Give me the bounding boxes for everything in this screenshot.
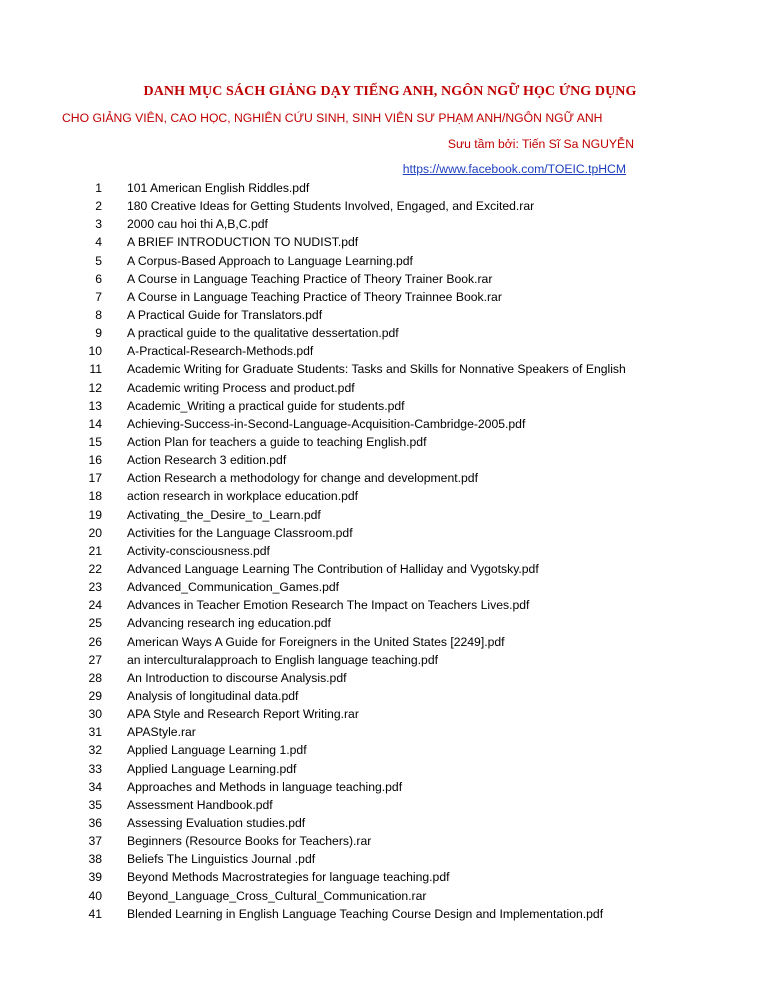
item-filename: A practical guide to the qualitative dessertation.pdf xyxy=(127,326,399,341)
item-filename: APA Style and Research Report Writing.rar xyxy=(127,707,359,722)
page-title: DANH MỤC SÁCH GIẢNG DẠY TIẾNG ANH, NGÔN NGỮ HỌC ỨNG DỤNG xyxy=(143,84,637,99)
item-filename: A Practical Guide for Translators.pdf xyxy=(127,308,323,323)
item-filename: Action Research 3 edition.pdf xyxy=(127,453,287,468)
item-number: 9 xyxy=(95,326,102,341)
item-filename: 101 American English Riddles.pdf xyxy=(127,181,310,196)
item-number: 25 xyxy=(88,616,102,631)
page-subtitle: CHO GIẢNG VIÊN, CAO HỌC, NGHIÊN CỨU SINH, SINH VIÊN SƯ PHẠM ANH/NGÔN NGỮ ANH xyxy=(62,111,603,125)
item-filename: APAStyle.rar xyxy=(127,725,196,740)
item-number: 11 xyxy=(89,362,102,377)
item-number: 19 xyxy=(88,507,102,522)
item-number: 41 xyxy=(88,906,102,921)
item-filename: Advanced Language Learning The Contribution of Halliday and Vygotsky.pdf xyxy=(127,562,539,577)
item-number: 28 xyxy=(88,670,102,685)
item-filename: 180 Creative Ideas for Getting Students Involved, Engaged, and Excited.rar xyxy=(127,199,535,214)
item-number: 24 xyxy=(88,598,102,613)
item-filename: An Introduction to discourse Analysis.pdf xyxy=(127,670,347,685)
list-item xyxy=(0,415,768,433)
list-item xyxy=(0,397,768,415)
item-filename: American Ways A Guide for Foreigners in the United States [2249].pdf xyxy=(127,634,505,649)
facebook-link[interactable]: https://www.facebook.com/TOEIC.tpHCM xyxy=(402,162,626,176)
item-filename: Academic writing Process and product.pdf xyxy=(127,380,355,395)
item-number: 14 xyxy=(88,416,102,431)
item-filename: action research in workplace education.pdf xyxy=(127,489,359,504)
item-filename: Academic_Writing a practical guide for students.pdf xyxy=(127,398,405,413)
item-number: 38 xyxy=(88,852,102,867)
item-filename: Assessing Evaluation studies.pdf xyxy=(127,815,306,830)
item-number: 23 xyxy=(88,580,102,595)
item-number: 12 xyxy=(88,380,102,395)
list-item xyxy=(0,487,768,505)
item-number: 36 xyxy=(88,815,102,830)
item-number: 18 xyxy=(88,489,102,504)
item-filename: Advances in Teacher Emotion Research The Impact on Teachers Lives.pdf xyxy=(127,598,530,613)
list-item xyxy=(0,270,768,288)
item-filename: Achieving-Success-in-Second-Language-Acquisition-Cambridge-2005.pdf xyxy=(127,416,526,431)
item-filename: Blended Learning in English Language Teaching Course Design and Implementation.pdf xyxy=(127,906,604,921)
list-item xyxy=(0,687,768,705)
item-filename: Action Research a methodology for change and development.pdf xyxy=(127,471,478,486)
item-filename: Activities for the Language Classroom.pdf xyxy=(127,525,353,540)
list-item xyxy=(0,342,768,360)
list-item xyxy=(0,905,768,923)
item-filename: A Corpus-Based Approach to Language Learning.pdf xyxy=(127,253,413,268)
list-item xyxy=(0,560,768,578)
item-number: 22 xyxy=(88,562,102,577)
item-filename: Applied Language Learning.pdf xyxy=(127,761,297,776)
list-item xyxy=(0,542,768,560)
list-item xyxy=(0,379,768,397)
list-item xyxy=(0,850,768,868)
item-number: 39 xyxy=(88,870,102,885)
item-number: 1 xyxy=(95,181,102,196)
list-item xyxy=(0,306,768,324)
item-filename: A-Practical-Research-Methods.pdf xyxy=(127,344,314,359)
item-number: 13 xyxy=(88,398,102,413)
item-number: 29 xyxy=(88,689,102,703)
item-filename: Beyond_Language_Cross_Cultural_Communication.rar xyxy=(127,888,427,903)
item-number: 8 xyxy=(95,308,102,323)
item-number: 34 xyxy=(88,779,102,794)
item-number: 15 xyxy=(88,435,102,450)
item-number: 7 xyxy=(95,289,102,304)
item-number: 32 xyxy=(88,743,102,758)
list-item xyxy=(0,451,768,469)
item-number: 31 xyxy=(88,725,102,740)
list-item xyxy=(0,633,768,651)
item-number: 5 xyxy=(95,253,102,268)
list-item xyxy=(0,741,768,759)
list-item xyxy=(0,814,768,832)
item-filename: Analysis of longitudinal data.pdf xyxy=(127,689,299,703)
item-filename: Action Plan for teachers a guide to teaching English.pdf xyxy=(127,435,427,450)
item-filename: Activating_the_Desire_to_Learn.pdf xyxy=(127,507,321,522)
list-item xyxy=(0,705,768,723)
list-item xyxy=(0,614,768,632)
author-credit: Sưu tầm bởi: Tiến Sĩ Sa NGUYỄN xyxy=(447,137,634,151)
item-number: 2 xyxy=(95,199,102,214)
item-number: 20 xyxy=(88,525,102,540)
list-item xyxy=(0,433,768,451)
item-filename: Beyond Methods Macrostrategies for language teaching.pdf xyxy=(127,870,450,885)
list-item xyxy=(0,324,768,342)
list-item xyxy=(0,252,768,270)
item-filename: Beliefs The Linguistics Journal .pdf xyxy=(127,852,316,867)
item-number: 10 xyxy=(88,344,102,359)
item-number: 40 xyxy=(88,888,102,903)
item-filename: Advanced_Communication_Games.pdf xyxy=(127,580,340,595)
list-item xyxy=(0,723,768,741)
item-filename: 2000 cau hoi thi A,B,C.pdf xyxy=(127,217,268,232)
list-item xyxy=(0,886,768,904)
list-item xyxy=(0,578,768,596)
item-number: 17 xyxy=(88,471,102,486)
list-item xyxy=(0,215,768,233)
item-number: 30 xyxy=(88,707,102,722)
item-filename: Beginners (Resource Books for Teachers).rar xyxy=(127,834,372,849)
item-filename: Advancing research ing education.pdf xyxy=(127,616,331,631)
book-list xyxy=(0,179,768,923)
item-number: 35 xyxy=(88,797,102,812)
list-item xyxy=(0,596,768,614)
item-number: 27 xyxy=(88,652,102,667)
item-filename: Activity-consciousness.pdf xyxy=(127,543,270,558)
item-number: 21 xyxy=(88,543,102,558)
list-item xyxy=(0,651,768,669)
list-item xyxy=(0,669,768,687)
item-number: 6 xyxy=(95,271,102,286)
item-filename: Assessment Handbook.pdf xyxy=(127,797,273,812)
list-item xyxy=(0,778,768,796)
item-number: 33 xyxy=(88,761,102,776)
item-number: 3 xyxy=(95,217,102,232)
item-filename: A Course in Language Teaching Practice of Theory Trainnee Book.rar xyxy=(127,289,502,304)
list-item xyxy=(0,796,768,814)
item-number: 26 xyxy=(88,634,102,649)
list-item xyxy=(0,179,768,197)
item-number: 37 xyxy=(88,834,102,849)
list-item xyxy=(0,360,768,378)
item-number: 4 xyxy=(95,235,102,250)
list-item xyxy=(0,288,768,306)
item-filename: A BRIEF INTRODUCTION TO NUDIST.pdf xyxy=(127,235,359,250)
item-number: 16 xyxy=(88,453,102,468)
item-filename: Applied Language Learning 1.pdf xyxy=(127,743,307,758)
item-filename: A Course in Language Teaching Practice of Theory Trainer Book.rar xyxy=(127,271,493,286)
item-filename: Academic Writing for Graduate Students: Tasks and Skills for Nonnative Speakers of English xyxy=(127,362,626,377)
list-item xyxy=(0,524,768,542)
list-item xyxy=(0,760,768,778)
list-item xyxy=(0,469,768,487)
item-filename: Approaches and Methods in language teaching.pdf xyxy=(127,779,403,794)
item-filename: an interculturalapproach to English language teaching.pdf xyxy=(127,652,439,667)
list-item xyxy=(0,197,768,215)
list-item xyxy=(0,233,768,251)
list-item xyxy=(0,506,768,524)
list-item xyxy=(0,868,768,886)
list-item xyxy=(0,832,768,850)
